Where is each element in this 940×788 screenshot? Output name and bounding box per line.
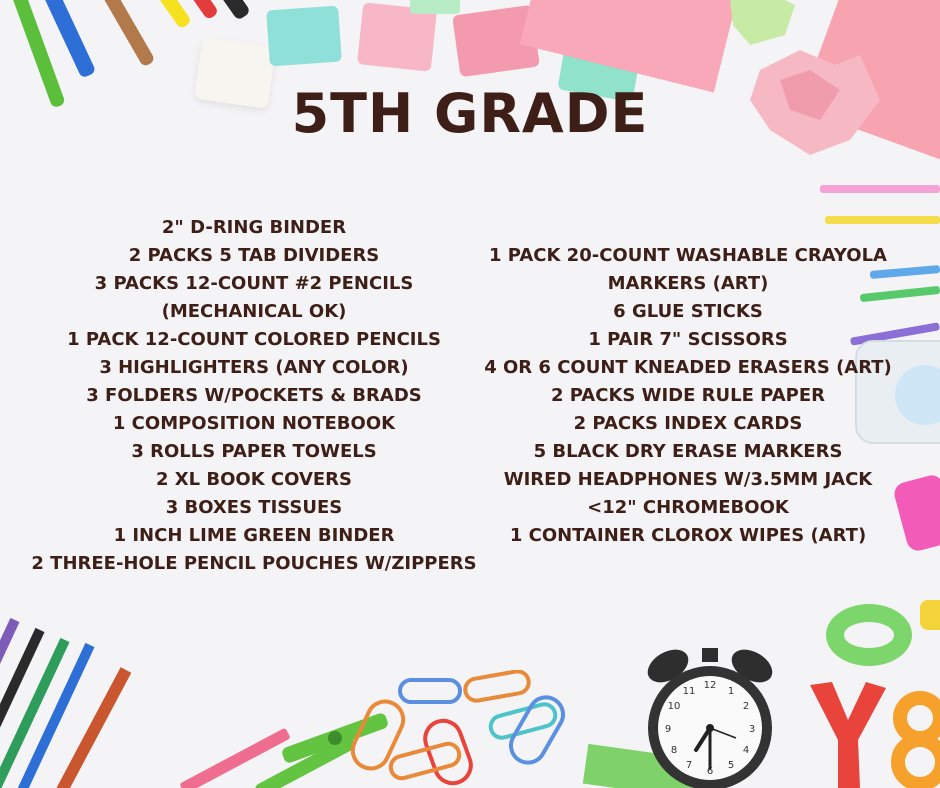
supply-item: (MECHANICAL OK)	[161, 301, 347, 322]
supply-item: 3 BOXES TISSUES	[165, 497, 343, 518]
supply-item: 1 COMPOSITION NOTEBOOK	[112, 413, 396, 434]
supply-item: 2 PACKS WIDE RULE PAPER	[550, 385, 826, 406]
supply-item: <12" CHROMEBOOK	[587, 497, 789, 518]
clock-number-1: 1	[727, 686, 735, 697]
supply-item: 3 ROLLS PAPER TOWELS	[131, 441, 377, 462]
supply-item: 6 GLUE STICKS	[613, 301, 763, 322]
green-letter-o	[826, 604, 912, 666]
yellow-letter-shape	[920, 600, 940, 630]
alarm-clock	[640, 640, 780, 788]
supply-item: 1 PAIR 7" SCISSORS	[588, 329, 788, 350]
clock-number-3: 3	[748, 724, 756, 735]
supply-item: 1 PACK 12-COUNT COLORED PENCILS	[67, 329, 441, 350]
supply-item: 2 XL BOOK COVERS	[155, 469, 353, 490]
page-title: 5TH GRADE	[291, 82, 649, 145]
supply-item: 2" D-RING BINDER	[161, 217, 347, 238]
supply-list-right	[478, 242, 898, 550]
clock-number-8: 8	[670, 745, 678, 756]
clock-number-6: 6	[706, 766, 714, 777]
orange-number-8	[890, 690, 940, 788]
clock-number-2: 2	[742, 701, 750, 712]
supply-item: 4 OR 6 COUNT KNEADED ERASERS (ART)	[484, 357, 892, 378]
clock-number-12: 12	[703, 680, 717, 691]
supply-item: 1 INCH LIME GREEN BINDER	[113, 525, 395, 546]
eraser-green-top	[410, 0, 460, 14]
supply-item: 2 THREE-HOLE PENCIL POUCHES W/ZIPPERS	[31, 553, 477, 574]
eraser-teal	[266, 6, 342, 67]
supply-item: 3 PACKS 12-COUNT #2 PENCILS	[94, 273, 414, 294]
supply-item: 5 BLACK DRY ERASE MARKERS	[533, 441, 843, 462]
supply-item: 2 PACKS 5 TAB DIVIDERS	[128, 245, 380, 266]
supply-item: 1 PACK 20-COUNT WASHABLE CRAYOLA	[488, 245, 887, 266]
supply-item: 1 CONTAINER CLOROX WIPES (ART)	[509, 525, 867, 546]
supply-list-left	[20, 214, 488, 578]
red-letter-y	[808, 680, 888, 788]
clock-number-9: 9	[664, 724, 672, 735]
pink-letter-shape	[892, 473, 940, 554]
supply-item: WIRED HEADPHONES W/3.5MM JACK	[503, 469, 873, 490]
clock-number-10: 10	[667, 701, 681, 712]
crumpled-paper-green	[725, 0, 805, 50]
supply-item: 3 FOLDERS W/POCKETS & BRADS	[86, 385, 422, 406]
clock-number-5: 5	[727, 760, 735, 771]
clock-number-4: 4	[742, 745, 750, 756]
supply-item: MARKERS (ART)	[607, 273, 769, 294]
supply-item: 3 HIGHLIGHTERS (ANY COLOR)	[99, 357, 409, 378]
colored-pencils-decoration	[0, 600, 160, 788]
paper-clips-decoration	[350, 670, 600, 788]
supply-item: 2 PACKS INDEX CARDS	[573, 413, 803, 434]
clock-number-11: 11	[682, 686, 696, 697]
clock-number-7: 7	[685, 760, 693, 771]
